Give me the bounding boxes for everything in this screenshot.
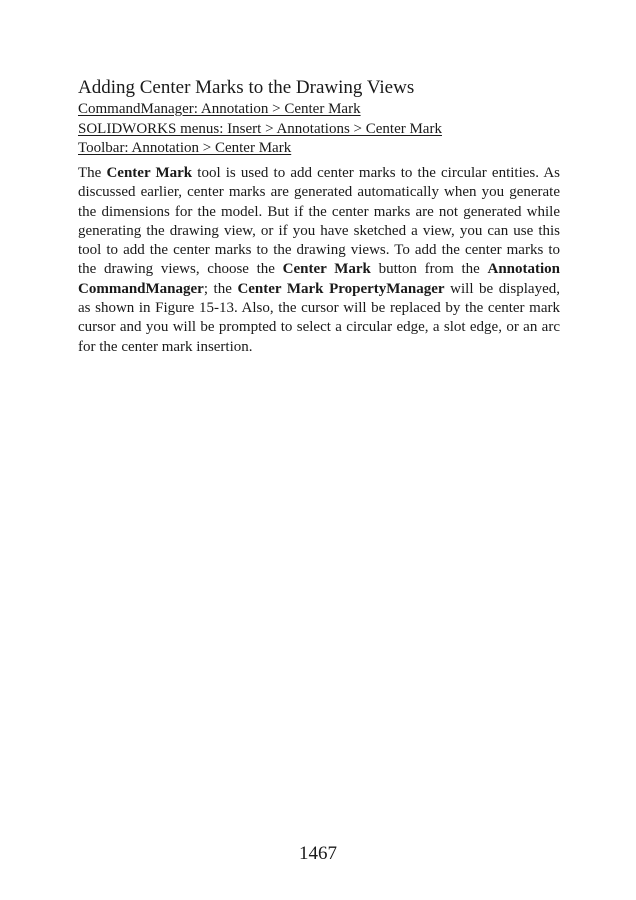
paragraph-text: tool is used to add center marks to the circular entities. As discussed earlier, center marks are generated automatically when you generate the dimensions for the model. But if the center marks are not generated while generating the drawing view, or if you have sketched a view, you can use this tool to add the center marks to the drawing views. To add the center marks to the drawing views, choose the	[78, 165, 560, 278]
bold-term-annotation-commandmanager: Annotation CommandManager	[78, 261, 561, 297]
body-paragraph	[78, 164, 560, 357]
section-heading: Adding Center Marks to the Drawing Views	[78, 77, 415, 98]
bold-term-center-mark-tool: Center Mark	[106, 165, 193, 181]
paragraph-text: will be displayed, as shown in Figure 15-13. Also, the cursor will be replaced by the center mark cursor and you will be prompted to select a circular edge, a slot edge, or an arc for the center mark insertion.	[78, 280, 560, 355]
solidworks-menus-path: SOLIDWORKS menus: Insert > Annotations > Center Mark	[78, 121, 442, 137]
paragraph-text: button from the	[370, 261, 488, 278]
page-number: 1467	[299, 843, 337, 864]
bold-term-center-mark-button: Center Mark	[282, 261, 371, 278]
bold-term-center-mark-propertymanager: Center Mark PropertyManager	[237, 280, 445, 297]
paragraph-text: ; the	[203, 280, 238, 297]
paragraph-text: The	[78, 165, 107, 181]
commandmanager-path: CommandManager: Annotation > Center Mark	[78, 101, 361, 117]
toolbar-path: Toolbar: Annotation > Center Mark	[78, 140, 292, 156]
